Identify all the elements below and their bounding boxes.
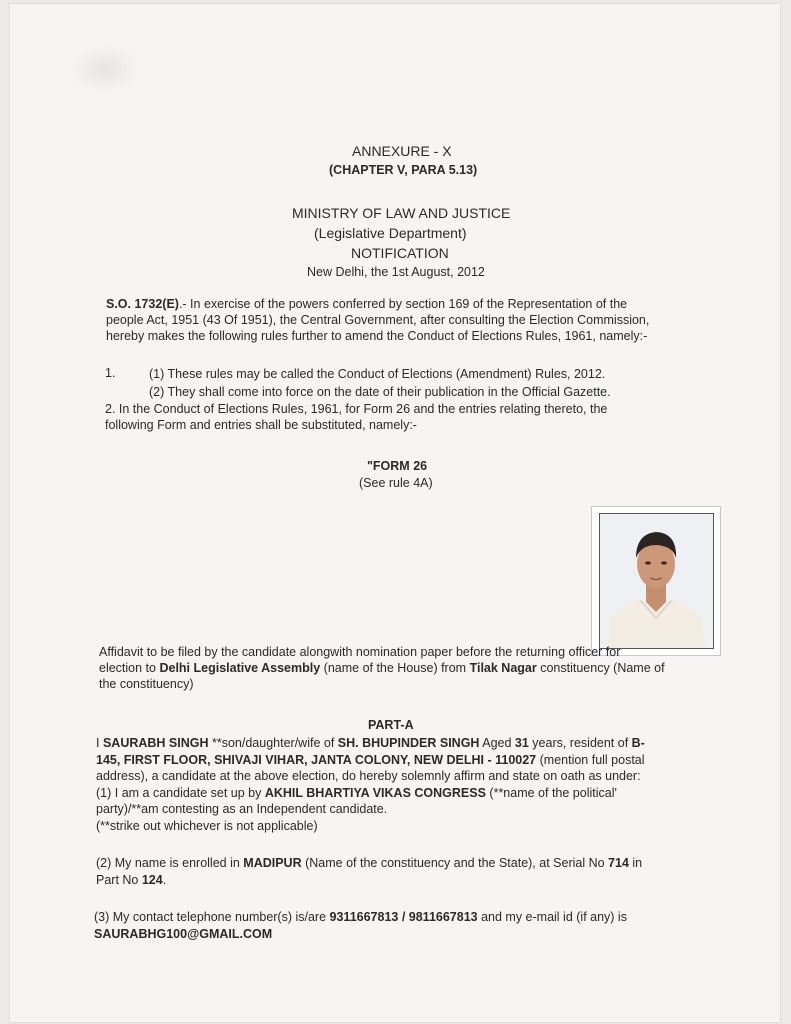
party-name: AKHIL BHARTIYA VIKAS CONGRESS (264, 785, 486, 800)
ministry-title: MINISTRY OF LAW AND JUSTICE (292, 205, 511, 221)
rule-2-line2: following Form and entries shall be substituted, namely:- (105, 418, 417, 432)
photo-border (599, 513, 714, 649)
house-name: Delhi Legislative Assembly (159, 661, 321, 675)
department-title: (Legislative Department) (314, 225, 467, 241)
notification-title: NOTIFICATION (351, 245, 449, 261)
chapter-reference: (CHAPTER V, PARA 5.13) (329, 163, 478, 177)
rule-1-1: (1) These rules may be called the Conduct of Elections (Amendment) Rules, 2012. (149, 367, 606, 381)
part-a-heading: PART-A (368, 718, 414, 732)
constituency-name: Tilak Nagar (469, 661, 537, 675)
affidavit-intro: Affidavit to be filed by the candidate alongwith nomination paper before the returning officer for election to Delhi Legislative Assembly (name of the House) from Tilak Nagar constituency (Name of the constituency) (99, 645, 665, 691)
document-page (10, 4, 780, 1022)
so-number: S.O. 1732(E) (106, 297, 179, 311)
candidate-age: 31 (514, 736, 529, 750)
phone-numbers: 9311667813 / 9811667813 (329, 910, 478, 924)
contact-statement: (3) My contact telephone number(s) is/are 9311667813 / 9811667813 and my e-mail id (if any) is SAURABHG100@GMAIL.COM (94, 910, 627, 941)
part-a-declaration: I SAURABH SINGH **son/daughter/wife of SH. BHUPINDER SINGH Aged 31 years, resident of B- 145, FIRST FLOOR, SHIVAJI VIHAR, JANTA COLONY, NEW DELHI - 110027 (mention full postal address), a candidate at the above election, do hereby solemnly affirm and state on oath as under: (1) I am a candidate set up by AKHIL BHARTIYA VIKAS CONGRESS (**name of the political' party)/**am contesting as an Independent candidate. (**strike out whichever is not applicable) (96, 736, 645, 833)
father-name: SH. BHUPINDER SINGH (337, 736, 480, 750)
date-line: New Delhi, the 1st August, 2012 (307, 265, 485, 279)
rule-2-line1: 2. In the Conduct of Elections Rules, 1961, for Form 26 and the entries relating thereto, the (105, 402, 608, 416)
enrolment-statement: (2) My name is enrolled in MADIPUR (Name of the constituency and the State), at Serial No 714 in Part No 124. (96, 856, 643, 887)
email-address: SAURABHG100@GMAIL.COM (94, 927, 273, 941)
enrolled-constituency: MADIPUR (243, 856, 302, 870)
serial-number: 714 (608, 856, 629, 870)
candidate-portrait (600, 514, 713, 648)
preamble: S.O. 1732(E).- In exercise of the powers conferred by section 169 of the Representation of the people Act, 1951 (43 Of 1951), the Central Government, after consulting the Election Commission, hereby makes the following rules further to amend the Conduct of Elections Rules, 1961, namely:- (106, 297, 650, 343)
rule-number-1: 1. (105, 366, 116, 380)
annexure-title: ANNEXURE - X (352, 143, 452, 159)
candidate-name: SAURABH SINGH (102, 736, 209, 750)
part-number: 124 (141, 873, 163, 887)
candidate-photo (591, 506, 721, 656)
rule-1-2: (2) They shall come into force on the date of their publication in the Official Gazette. (149, 385, 611, 399)
form-title: "FORM 26 (367, 459, 428, 473)
form-subtitle: (See rule 4A) (359, 476, 433, 490)
scan-smudge (70, 44, 140, 94)
candidate-address: 145, FIRST FLOOR, SHIVAJI VIHAR, JANTA COLONY, NEW DELHI - 110027 (96, 752, 537, 767)
